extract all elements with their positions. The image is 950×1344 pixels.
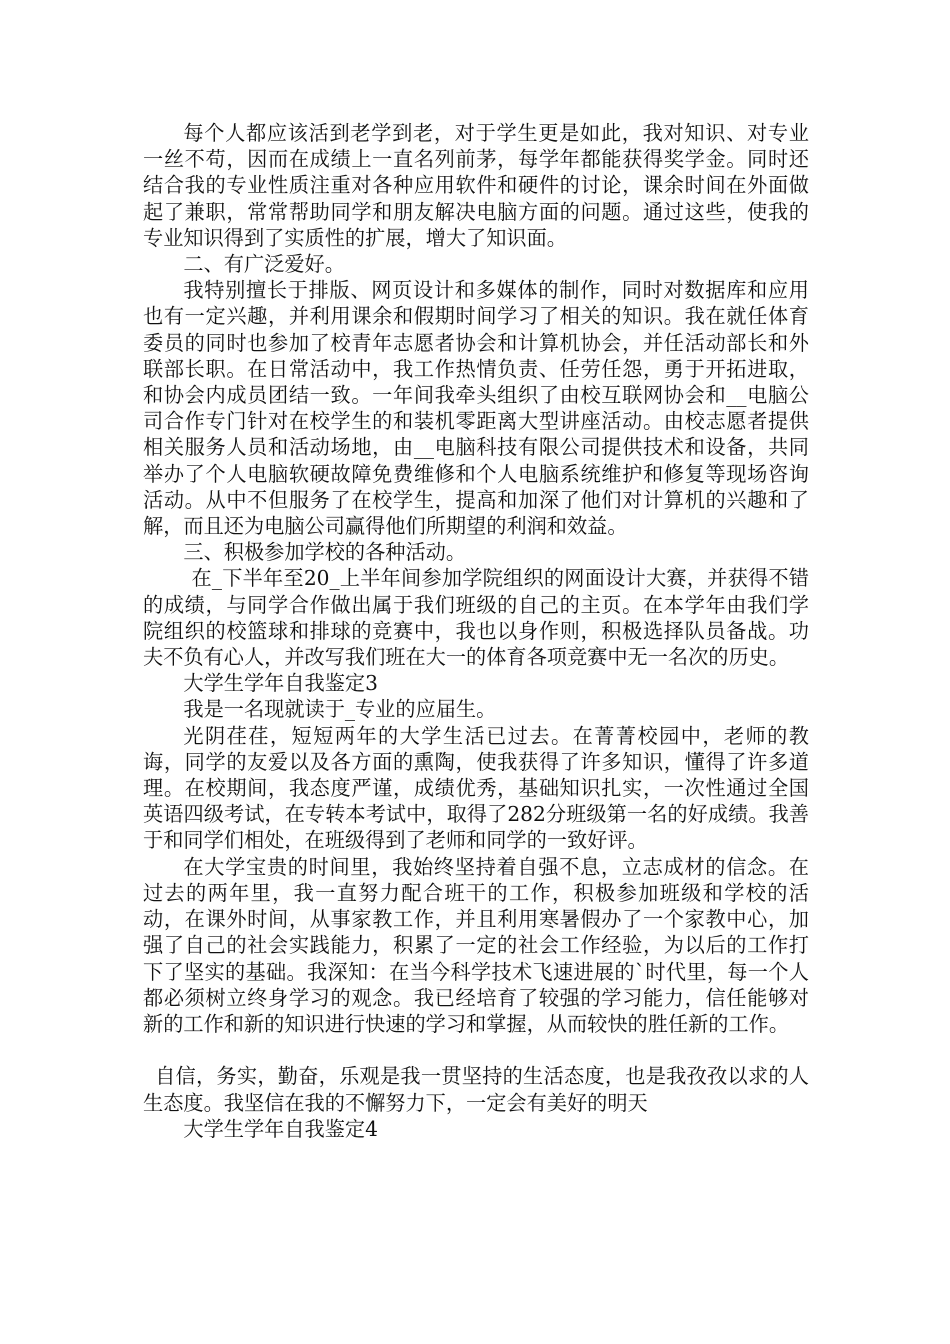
paragraph-attitude: 自信，务实，勤奋，乐观是我一贯坚持的生活态度，也是我孜孜以求的人生态度。我坚信在我的不懈努力下，一定会有美好的明天	[143, 1064, 809, 1115]
paragraph-campus-life: 光阴荏荏，短短两年的大学生活已过去。在菁菁校园中，老师的教诲，同学的友爱以及各方面的熏陶，使我获得了许多知识，懂得了许多道理。在校期间，我态度严谨，成绩优秀，基础知识扎实，一次性通过全国英语四级考试，在专转本考试中，取得了282分班级第一名的好成绩。我善于和同学们相处，在班级得到了老师和同学的一致好评。	[143, 723, 809, 853]
section-heading-activities: 三、积极参加学校的各种活动。	[183, 540, 467, 565]
document-page	[143, 120, 809, 1142]
paragraph-intro: 我是一名现就读于_专业的应届生。	[183, 697, 497, 722]
article-title-3: 大学生学年自我鉴定3	[183, 671, 378, 696]
paragraph-self-improvement: 在大学宝贵的时间里，我始终坚持着自强不息，立志成材的信念。在过去的两年里，我一直努力配合班干的工作，积极参加班级和学校的活动，在课外时间，从事家教工作，并且利用寒暑假办了一个家教中心，加强了自己的社会实践能力，积累了一定的社会工作经验，为以后的工作打下了坚实的基础。我深知：在当今科学技术飞速进展的`时代里，每一个人都必须树立终身学习的观念。我已经培育了较强的学习能力，信任能够对新的工作和新的知识进行快速的学习和掌握，从而较快的胜任新的工作。	[143, 854, 809, 1036]
paragraph-activities: 在_下半年至20_上半年间参加学院组织的网面设计大赛，并获得不错的成绩，与同学合作做出属于我们班级的自己的主页。在本学年由我们学院组织的校篮球和排球的竞赛中，我也以身作则，积极选择队员备战。功夫不负有心人，并改写我们班在大一的体育各项竞赛中无一名次的历史。	[143, 566, 809, 670]
paragraph-study: 每个人都应该活到老学到老，对于学生更是如此，我对知识、对专业一丝不苟，因而在成绩上一直名列前茅，每学年都能获得奖学金。同时还结合我的专业性质注重对各种应用软件和硬件的讨论，课余时间在外面做起了兼职，常常帮助同学和朋友解决电脑方面的问题。通过这些，使我的专业知识得到了实质性的扩展，增大了知识面。	[143, 121, 809, 250]
article-title-4: 大学生学年自我鉴定4	[183, 1116, 378, 1141]
section-heading-hobbies: 二、有广泛爱好。	[183, 252, 345, 277]
paragraph-hobbies: 我特别擅长于排版、网页设计和多媒体的制作，同时对数据库和应用也有一定兴趣，并利用课余和假期时间学习了相关的知识。我在就任体育委员的同时也参加了校青年志愿者协会和计算机协会，并任活动部长和外联部长职。在日常活动中，我工作热情负责、任劳任怨，勇于开拓进取，和协会内成员团结一致。一年间我牵头组织了由校互联网协会和__电脑公司合作专门针对在校学生的和装机零距离大型讲座活动。由校志愿者提供相关服务人员和活动场地，由__电脑科技有限公司提供技术和设备，共同举办了个人电脑软硬故障免费维修和个人电脑系统维护和修复等现场咨询活动。从中不但服务了在校学生，提高和加深了他们对计算机的兴趣和了解，而且还为电脑公司赢得他们所期望的利润和效益。	[143, 278, 809, 539]
